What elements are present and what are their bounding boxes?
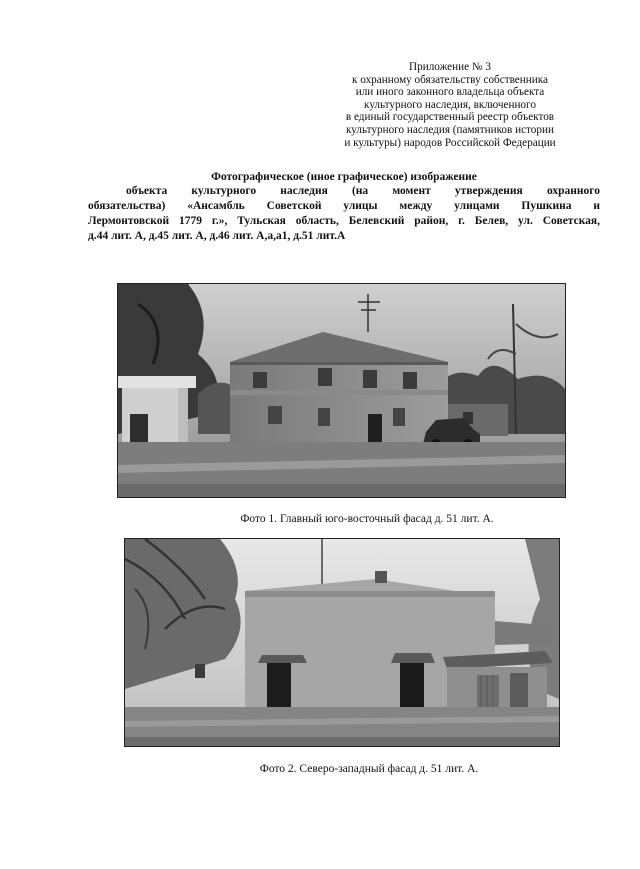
appendix-line: культурного наследия, включенного — [364, 98, 536, 111]
photo-1-caption: Фото 1. Главный юго-восточный фасад д. 51 лит. А. — [240, 513, 494, 525]
object-line: объекта культурного наследия (на момент утверждения охранного — [126, 185, 600, 197]
photo-1-image — [118, 284, 565, 497]
object-line: д.44 лит. А, д.45 лит. А, д.46 лит. А,а,а1, д.51 лит.А — [88, 230, 346, 242]
photo-1 — [117, 283, 566, 498]
appendix-line: культурного наследия (памятников истории — [346, 123, 554, 136]
photo-2-image — [125, 539, 559, 746]
object-description — [88, 184, 600, 244]
object-line: обязательства) «Ансамбль Советской улицы между улицами Пушкина и — [88, 200, 600, 212]
document-heading: Фотографическое (иное графическое) изображение — [211, 171, 477, 183]
photo-2 — [124, 538, 560, 747]
photo-2-caption: Фото 2. Северо-западный фасад д. 51 лит. А. — [259, 763, 479, 775]
appendix-line: к охранному обязательству собственника — [352, 73, 548, 86]
object-line: Лермонтовской 1779 г.», Тульская область, Белевский район, г. Белев, ул. Советская, — [88, 215, 600, 227]
appendix-header — [300, 61, 600, 149]
appendix-line: в единый государственный реестр объектов — [345, 111, 555, 124]
appendix-line: и культуры) народов Российской Федерации — [344, 136, 556, 149]
appendix-line: Приложение № 3 — [409, 61, 491, 73]
appendix-line: или иного законного владельца объекта — [355, 86, 545, 99]
